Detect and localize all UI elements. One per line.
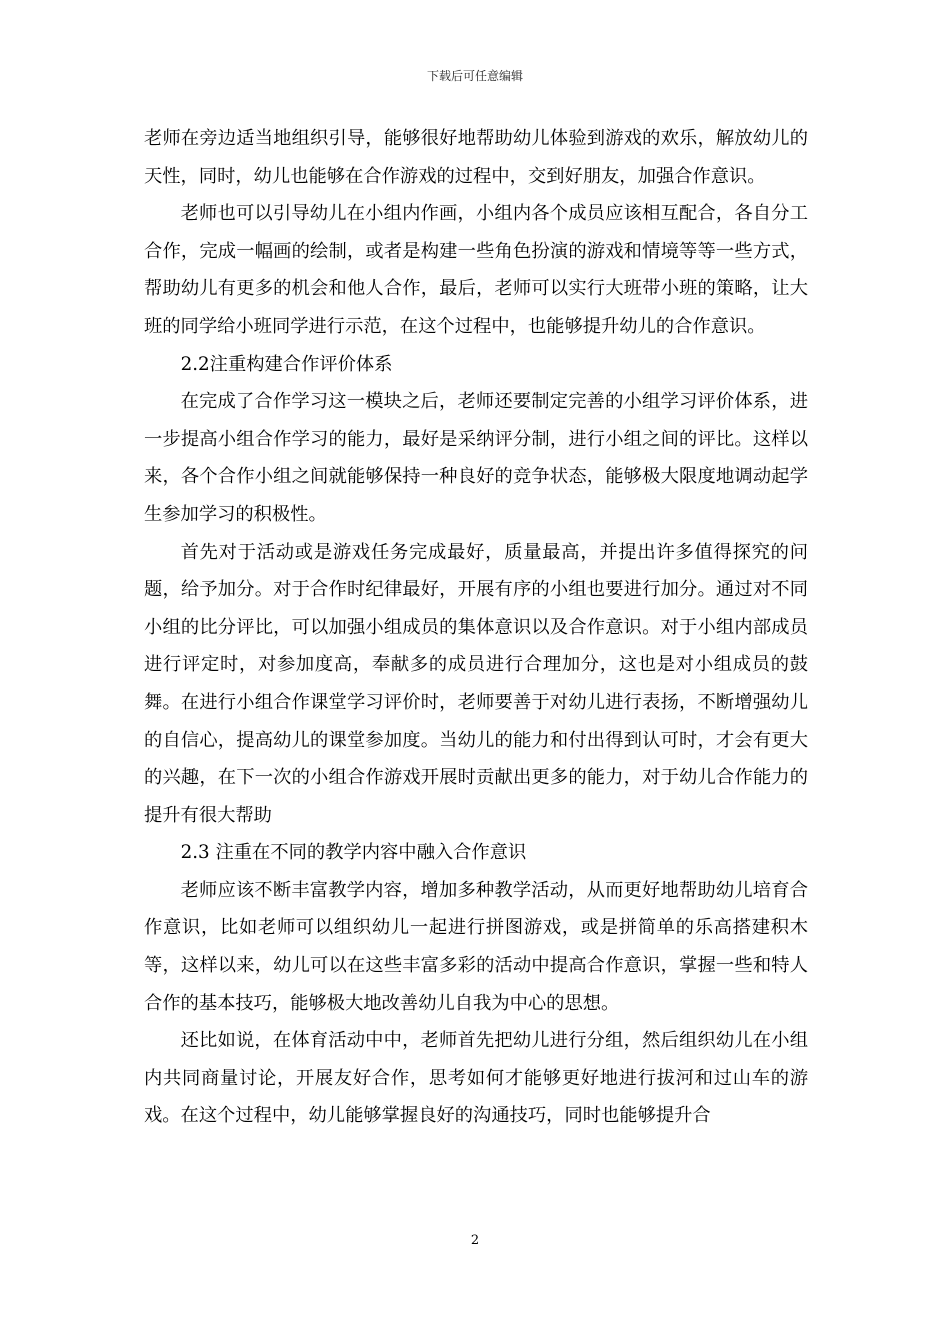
paragraph-1: 老师在旁边适当地组织引导，能够很好地帮助幼儿体验到游戏的欢乐，解放幼儿的天性，同时，幼儿也能够在合作游戏的过程中，交到好朋友，加强合作意识。	[144, 128, 808, 187]
paragraph-4: 首先对于活动或是游戏任务完成最好，质量最高，并提出许多值得探究的问题，给予加分。对于合作时纪律最好，开展有序的小组也要进行加分。通过对不同小组的比分评比，可以加强小组成员的集体意识以及合作意识。对于小组内部成员进行评定时，对参加度高，奉献多的成员进行合理加分，这也是对小组成员的鼓舞。在进行小组合作课堂学习评价时，老师要善于对幼儿进行表扬，不断增强幼儿的自信心，提高幼儿的课堂参加度。当幼儿的能力和付出得到认可时，才会有更大的兴趣，在下一次的小组合作游戏开展时贡献出更多的能力，对于幼儿合作能力的提升有很大帮助	[144, 541, 808, 826]
section-heading-2-3: 2.3 注重在不同的教学内容中融入合作意识	[180, 842, 527, 864]
paragraph-3: 在完成了合作学习这一模块之后，老师还要制定完善的小组学习评价体系，进一步提高小组合作学习的能力，最好是采纳评分制，进行小组之间的评比。这样以来，各个合作小组之间就能够保持一种良好的竞争状态，能够极大限度地调动起学生参加学习的积极性。	[144, 391, 808, 525]
document-body	[144, 120, 808, 1135]
paragraph-2: 老师也可以引导幼儿在小组内作画，小组内各个成员应该相互配合，各自分工合作，完成一幅画的绘制，或者是构建一些角色扮演的游戏和情境等等一些方式，帮助幼儿有更多的机会和他人合作，最后，老师可以实行大班带小班的策略，让大班的同学给小班同学进行示范，在这个过程中，也能够提升幼儿的合作意识。	[144, 203, 808, 337]
page-number: 2	[470, 1233, 480, 1248]
section-heading-2-2: 2.2注重构建合作评价体系	[180, 353, 393, 375]
paragraph-6: 还比如说，在体育活动中中，老师首先把幼儿进行分组，然后组织幼儿在小组内共同商量讨论，开展友好合作，思考如何才能够更好地进行拔河和过山车的游戏。在这个过程中，幼儿能够掌握良好的沟通技巧，同时也能够提升合	[144, 1030, 808, 1127]
paragraph-5: 老师应该不断丰富教学内容，增加多种教学活动，从而更好地帮助幼儿培育合作意识，比如老师可以组织幼儿一起进行拼图游戏，或是拼简单的乐高搭建积木等，这样以来，幼儿可以在这些丰富多彩的活动中提高合作意识，掌握一些和特人合作的基本技巧，能够极大地改善幼儿自我为中心的思想。	[144, 879, 808, 1014]
page-header: 下载后可任意编辑	[426, 69, 523, 83]
